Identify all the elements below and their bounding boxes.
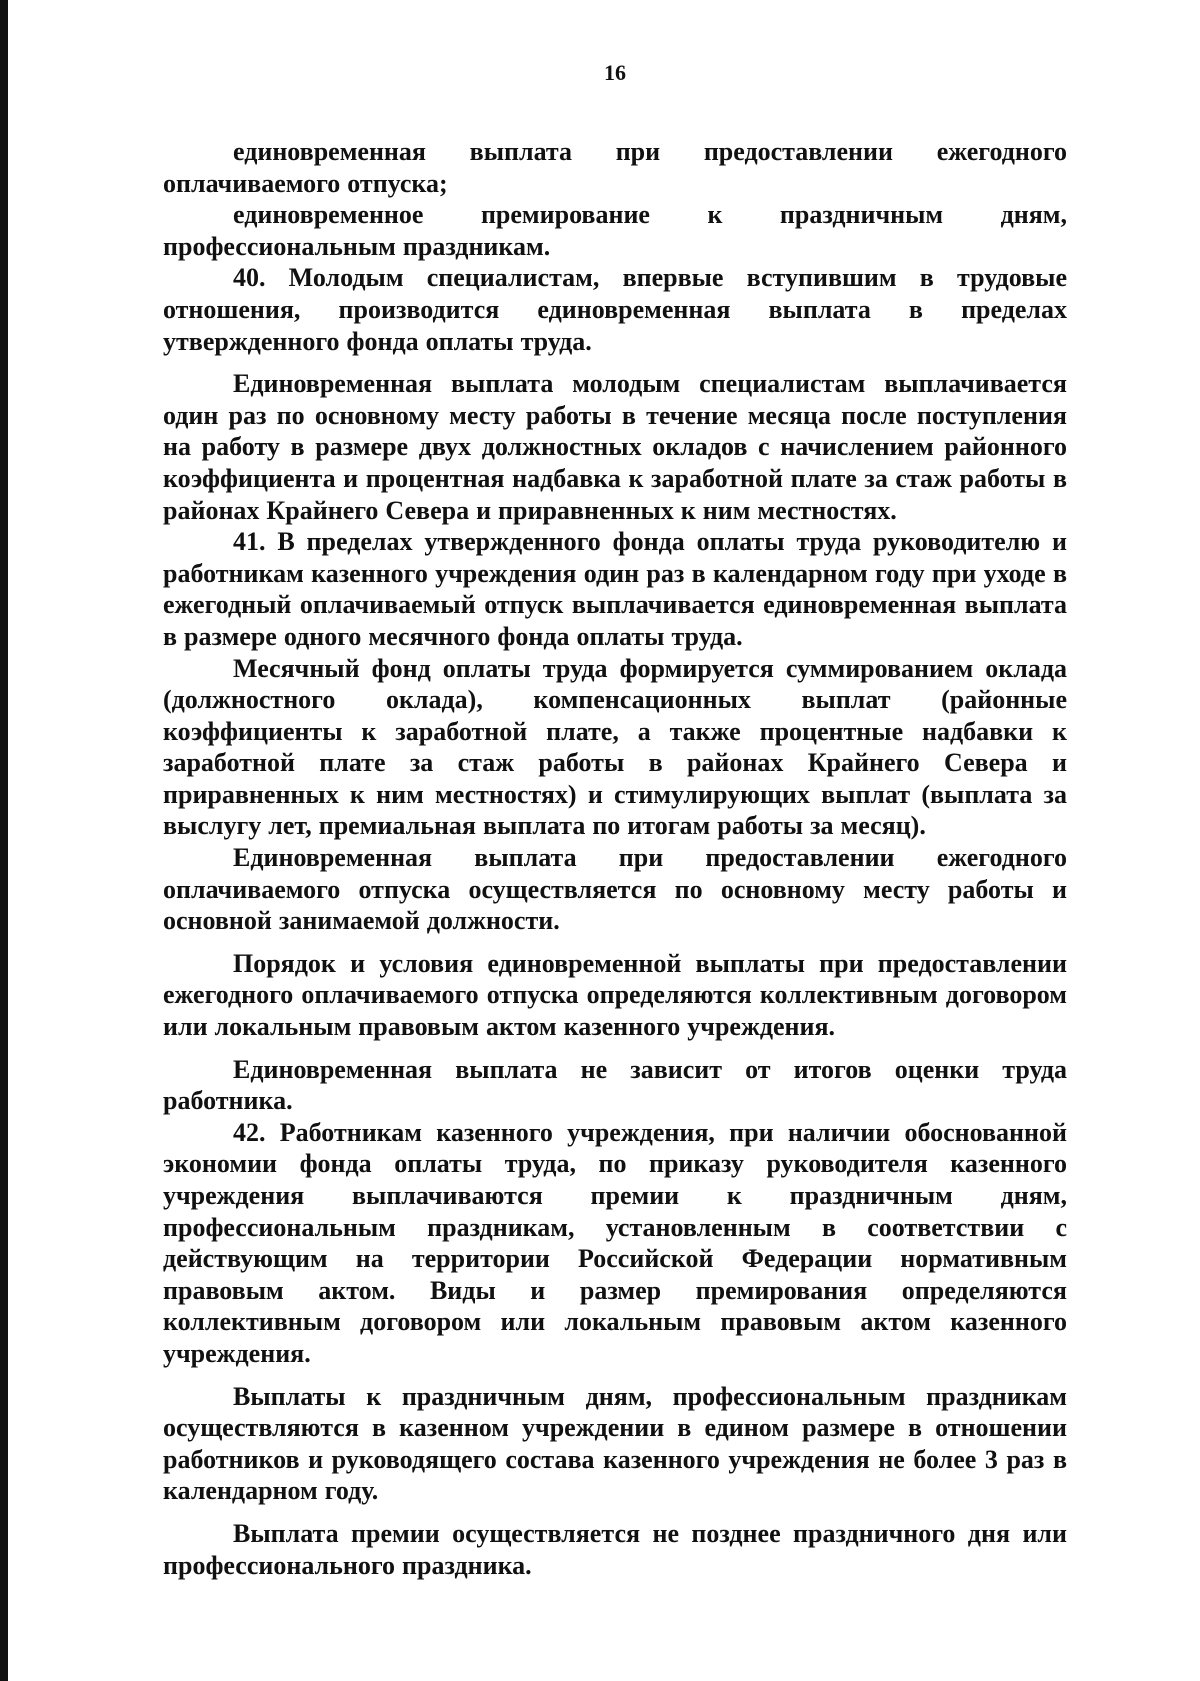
paragraph-9: Единовременная выплата не зависит от итогов оценки труда работника.	[163, 1054, 1067, 1116]
paragraph-4: Единовременная выплата молодым специалистам выплачивается один раз по основному месту работы в течение месяца после поступления на работу в размере двух должностных окладов с начислением районного коэффициента и процентная надбавка к заработной плате за стаж работы в районах Крайнего Севера и приравненных к ним местностях.	[163, 369, 1067, 525]
paragraph-2: единовременное премирование к праздничным дням, профессиональным праздникам.	[163, 200, 1067, 261]
paragraph-8: Порядок и условия единовременной выплаты при предоставлении ежегодного оплачиваемого отпуска определяются коллективным договором или локальным правовым актом казенного учреждения.	[163, 948, 1067, 1042]
document-page	[163, 0, 1067, 1681]
paragraph-11: Выплаты к праздничным дням, профессиональным праздникам осуществляются в казенном учреждении в едином размере в отношении работников и руководящего состава казенного учреждения не более 3 раз в календарном году.	[163, 1381, 1067, 1506]
document-body	[163, 136, 1067, 1581]
scan-edge	[0, 0, 8, 1681]
paragraph-12: Выплата премии осуществляется не позднее праздничного дня или профессионального праздника.	[163, 1518, 1067, 1580]
paragraph-5: 41. В пределах утвержденного фонда оплаты труда руководителю и работникам казенного учреждения один раз в календарном году при уходе в ежегодный оплачиваемый отпуск выплачивается единовременная выплата в размере одного месячного фонда оплаты труда.	[163, 527, 1067, 651]
paragraph-1: единовременная выплата при предоставлении ежегодного оплачиваемого отпуска;	[163, 137, 1067, 198]
paragraph-7: Единовременная выплата при предоставлении ежегодного оплачиваемого отпуска осуществляется по основному месту работы и основной занимаемой должности.	[163, 843, 1067, 936]
paragraph-10: 42. Работникам казенного учреждения, при наличии обоснованной экономии фонда оплаты труда, по приказу руководителя казенного учреждения выплачиваются премии к праздничным дням, профессиональным праздникам, установленным в соответствии с действующим на территории Российской Федерации нормативным правовым актом. Виды и размер премирования определяются коллективным договором или локальным правовым актом казенного учреждения.	[163, 1117, 1067, 1368]
paragraph-3: 40. Молодым специалистам, впервые вступившим в трудовые отношения, производится единовременная выплата в пределах утвержденного фонда оплаты труда.	[163, 263, 1067, 356]
page-number: 16	[604, 60, 626, 85]
paragraph-6: Месячный фонд оплаты труда формируется суммированием оклада (должностного оклада), компенсационных выплат (районные коэффициенты к заработной плате, а также процентные надбавки к заработной плате за стаж работы в районах Крайнего Севера и приравненных к ним местностях) и стимулирующих выплат (выплата за выслугу лет, премиальная выплата по итогам работы за месяц).	[163, 653, 1067, 841]
